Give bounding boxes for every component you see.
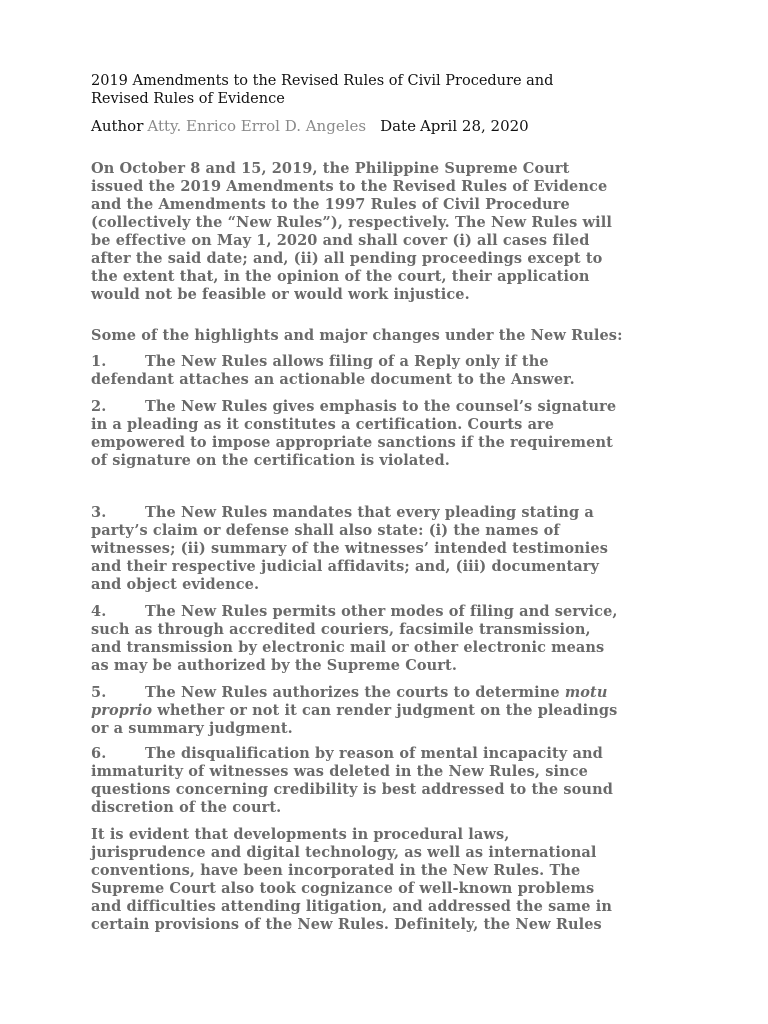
document-meta xyxy=(91,116,529,136)
document-title xyxy=(91,72,711,108)
item-number: 2. xyxy=(91,398,107,415)
text-line: Some of the highlights and major changes under the New Rules: xyxy=(91,327,623,344)
text-line: such as through accredited couriers, facsimile transmission, xyxy=(91,621,591,638)
text-line: questions concerning credibility is best addressed to the sound xyxy=(91,781,613,798)
item-number: 6. xyxy=(91,745,107,762)
text-line: discretion of the court. xyxy=(91,799,282,816)
text-line: The New Rules authorizes the courts to determine xyxy=(145,684,560,701)
text-line: certain provisions of the New Rules. Definitely, the New Rules xyxy=(91,916,602,933)
text-line: of signature on the certification is violated. xyxy=(91,452,450,469)
closing-paragraph xyxy=(91,826,691,934)
list-item xyxy=(91,398,691,470)
list-item xyxy=(91,353,691,389)
text-line: would not be feasible or would work injustice. xyxy=(91,286,470,303)
text-line: immaturity of witnesses was deleted in the New Rules, since xyxy=(91,763,588,780)
text-line: be effective on May 1, 2020 and shall cover (i) all cases filed xyxy=(91,232,590,249)
text-line: witnesses; (ii) summary of the witnesses’ intended testimonies xyxy=(91,540,609,557)
text-line: The New Rules permits other modes of filing and service, xyxy=(145,603,618,620)
text-line: The New Rules mandates that every pleading stating a xyxy=(145,504,594,521)
text-line: The New Rules gives emphasis to the counsel’s signature xyxy=(145,398,617,415)
text-line: conventions, have been incorporated in the New Rules. The xyxy=(91,862,581,879)
italic-term: proprio xyxy=(91,702,153,719)
italic-term: motu xyxy=(564,684,608,701)
text-line: The disqualification by reason of mental incapacity and xyxy=(145,745,603,762)
title-line-1: 2019 Amendments to the Revised Rules of Civil Procedure and xyxy=(91,73,554,89)
text-line: or a summary judgment. xyxy=(91,720,293,737)
text-line: defendant attaches an actionable document to the Answer. xyxy=(91,371,575,388)
text-line: as may be authorized by the Supreme Court. xyxy=(91,657,457,674)
text-line: in a pleading as it constitutes a certification. Courts are xyxy=(91,416,555,433)
highlights-heading xyxy=(91,327,691,345)
item-number: 3. xyxy=(91,504,107,521)
text-line: (collectively the “New Rules”), respectively. The New Rules will xyxy=(91,214,612,231)
text-line: The New Rules allows filing of a Reply only if the xyxy=(145,353,549,370)
text-line: It is evident that developments in procedural laws, xyxy=(91,826,510,843)
text-line: Supreme Court also took cognizance of well-known problems xyxy=(91,880,595,897)
text-line: party’s claim or defense shall also state: (i) the names of xyxy=(91,522,560,539)
author-label: Author xyxy=(91,117,144,135)
list-item xyxy=(91,504,691,594)
list-item xyxy=(91,745,691,817)
text-line: whether or not it can render judgment on the pleadings xyxy=(152,702,618,719)
author-name: Atty. Enrico Errol D. Angeles xyxy=(147,117,367,135)
text-line: and transmission by electronic mail or other electronic means xyxy=(91,639,605,656)
item-number: 5. xyxy=(91,684,107,701)
date-value: April 28, 2020 xyxy=(419,117,529,135)
text-line: jurisprudence and digital technology, as well as international xyxy=(91,844,597,861)
text-line: On October 8 and 15, 2019, the Philippine Supreme Court xyxy=(91,160,570,177)
date-label: Date xyxy=(380,117,416,135)
text-line: the extent that, in the opinion of the court, their application xyxy=(91,268,590,285)
text-line: issued the 2019 Amendments to the Revised Rules of Evidence xyxy=(91,178,608,195)
text-line: and the Amendments to the 1997 Rules of Civil Procedure xyxy=(91,196,570,213)
title-line-2: Revised Rules of Evidence xyxy=(91,91,285,107)
item-number: 1. xyxy=(91,353,107,370)
intro-paragraph xyxy=(91,160,691,304)
text-line: after the said date; and, (ii) all pending proceedings except to xyxy=(91,250,603,267)
text-line: and their respective judicial affidavits; and, (iii) documentary xyxy=(91,558,600,575)
item-number: 4. xyxy=(91,603,107,620)
text-line: empowered to impose appropriate sanctions if the requirement xyxy=(91,434,613,451)
list-item xyxy=(91,684,691,738)
text-line: and difficulties attending litigation, and addressed the same in xyxy=(91,898,613,915)
text-line: and object evidence. xyxy=(91,576,260,593)
list-item xyxy=(91,603,691,675)
